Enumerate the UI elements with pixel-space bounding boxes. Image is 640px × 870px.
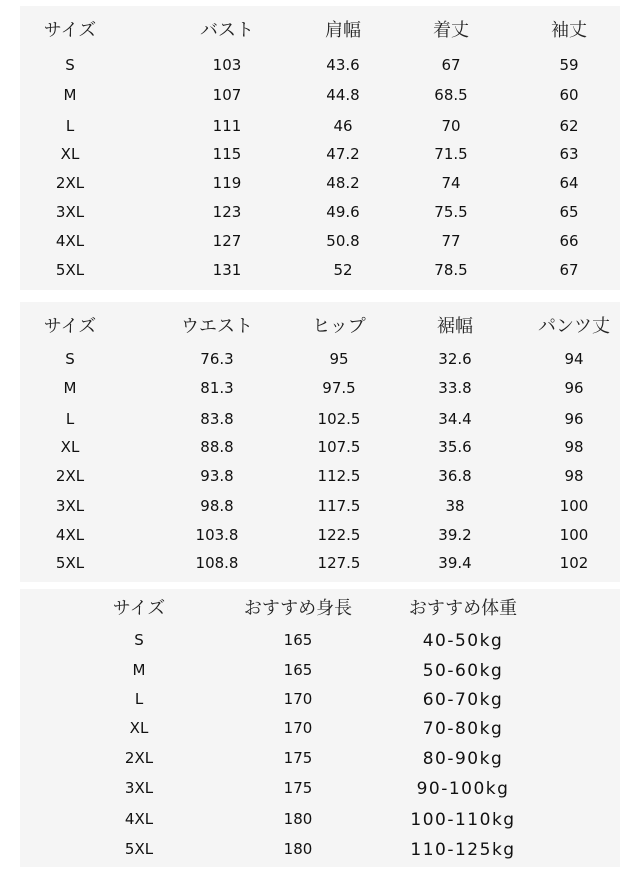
table-2-cell: 76.3 [200,350,234,368]
table-1-cell: 3XL [55,203,85,221]
table-1-cell: 62 [559,117,579,135]
table-2-cell: M [63,379,77,397]
table-2-cell: 107.5 [317,438,361,456]
table-2-cell: 98 [564,438,584,456]
table-3-cell: 70-80kg [422,719,504,739]
table-1-cell: 74 [441,174,461,192]
table-1-cell: XL [60,145,80,163]
table-1-cell: 50.8 [326,232,360,250]
table-2-cell: 117.5 [317,497,361,515]
table-2-cell: 127.5 [317,554,361,572]
table-1-cell: 43.6 [326,56,360,74]
table-3-cell: 175 [283,749,313,767]
table-1-cell: 75.5 [434,203,468,221]
table-1-cell: 119 [212,174,242,192]
table-1-cell: 63 [559,145,579,163]
table-2-cell: 103.8 [195,526,239,544]
table-2-cell: 32.6 [438,350,472,368]
table-3-cell: 165 [283,631,313,649]
table-1-cell: 107 [212,86,242,104]
table-2-cell: 5XL [55,554,85,572]
table-2-cell: 112.5 [317,467,361,485]
table-3-cell: 2XL [124,749,154,767]
table-3-cell: 40-50kg [422,631,504,651]
table-3-cell: 170 [283,719,313,737]
table-1-header: 袖丈 [551,20,587,41]
table-3-cell: S [134,631,144,649]
table-1-cell: 115 [212,145,242,163]
table-2-cell: 94 [564,350,584,368]
table-3-cell: 180 [283,810,313,828]
table-1-cell: 48.2 [326,174,360,192]
table-1-cell: 78.5 [434,261,468,279]
table-3-header: おすすめ体重 [408,598,518,619]
table-2-header: サイズ [43,316,97,337]
table-2-cell: 96 [564,379,584,397]
table-2-cell: 4XL [55,526,85,544]
table-2-cell: 96 [564,410,584,428]
table-2-cell: 3XL [55,497,85,515]
table-2-cell: 100 [559,497,589,515]
table-2-header: 裾幅 [437,316,473,337]
table-1-cell: 5XL [55,261,85,279]
table-2-cell: 35.6 [438,438,472,456]
table-3-cell: 100-110kg [410,810,516,830]
table-2-header: パンツ丈 [538,316,610,337]
table-2-cell: 98.8 [200,497,234,515]
table-3-cell: 3XL [124,779,154,797]
table-1-cell: 64 [559,174,579,192]
table-2-cell: 81.3 [200,379,234,397]
table-2-cell: 95 [329,350,349,368]
table-2-header: ヒップ [312,316,366,337]
table-2-cell: L [65,410,75,428]
table-1-cell: 49.6 [326,203,360,221]
table-1-cell: 60 [559,86,579,104]
table-3-cell: 4XL [124,810,154,828]
table-1-cell: 77 [441,232,461,250]
table-3-cell: XL [129,719,149,737]
table-3-cell: L [134,690,144,708]
table-2-cell: 93.8 [200,467,234,485]
table-2-cell: 39.2 [438,526,472,544]
table-1-cell: M [63,86,77,104]
table-2-cell: 83.8 [200,410,234,428]
table-1-cell: 127 [212,232,242,250]
table-1-cell: 52 [333,261,353,279]
table-2-cell: 2XL [55,467,85,485]
table-2-cell: 102.5 [317,410,361,428]
table-1-cell: 46 [333,117,353,135]
table-3-cell: 180 [283,840,313,858]
table-2-cell: 102 [559,554,589,572]
table-1-header: サイズ [43,20,97,41]
table-1-cell: S [65,56,75,74]
table-1-cell: 111 [212,117,242,135]
table-1-cell: 2XL [55,174,85,192]
table-3-cell: 60-70kg [422,690,504,710]
table-1-cell: 44.8 [326,86,360,104]
table-1-cell: 70 [441,117,461,135]
table-1-cell: 65 [559,203,579,221]
table-2-cell: 36.8 [438,467,472,485]
table-3-cell: 5XL [124,840,154,858]
table-1-cell: 123 [212,203,242,221]
table-1-header: バスト [200,20,254,41]
table-1-cell: 59 [559,56,579,74]
table-2-header: ウエスト [181,316,253,337]
table-1-cell: 47.2 [326,145,360,163]
table-2-cell: 38 [445,497,465,515]
table-3-cell: 170 [283,690,313,708]
table-2-cell: 122.5 [317,526,361,544]
table-2-cell: XL [60,438,80,456]
size-table-tops [20,6,620,290]
table-1-cell: 71.5 [434,145,468,163]
table-3-cell: 90-100kg [416,779,510,799]
table-1-cell: 67 [441,56,461,74]
table-1-cell: 131 [212,261,242,279]
table-3-cell: 50-60kg [422,661,504,681]
table-2-cell: S [65,350,75,368]
table-3-cell: 80-90kg [422,749,504,769]
table-2-cell: 98 [564,467,584,485]
table-2-cell: 97.5 [322,379,356,397]
table-1-cell: 68.5 [434,86,468,104]
table-3-cell: 110-125kg [410,840,516,860]
table-2-cell: 33.8 [438,379,472,397]
table-3-header: おすすめ身長 [243,598,353,619]
table-2-cell: 100 [559,526,589,544]
table-3-cell: 165 [283,661,313,679]
table-1-header: 肩幅 [325,20,361,41]
table-2-cell: 39.4 [438,554,472,572]
table-2-cell: 88.8 [200,438,234,456]
table-3-header: サイズ [112,598,166,619]
table-1-cell: 66 [559,232,579,250]
table-3-cell: M [132,661,146,679]
size-table-recommend [20,589,620,867]
table-1-cell: 67 [559,261,579,279]
table-1-cell: L [65,117,75,135]
table-1-cell: 4XL [55,232,85,250]
table-2-cell: 108.8 [195,554,239,572]
table-2-cell: 34.4 [438,410,472,428]
table-3-cell: 175 [283,779,313,797]
table-1-cell: 103 [212,56,242,74]
table-1-header: 着丈 [433,20,469,41]
